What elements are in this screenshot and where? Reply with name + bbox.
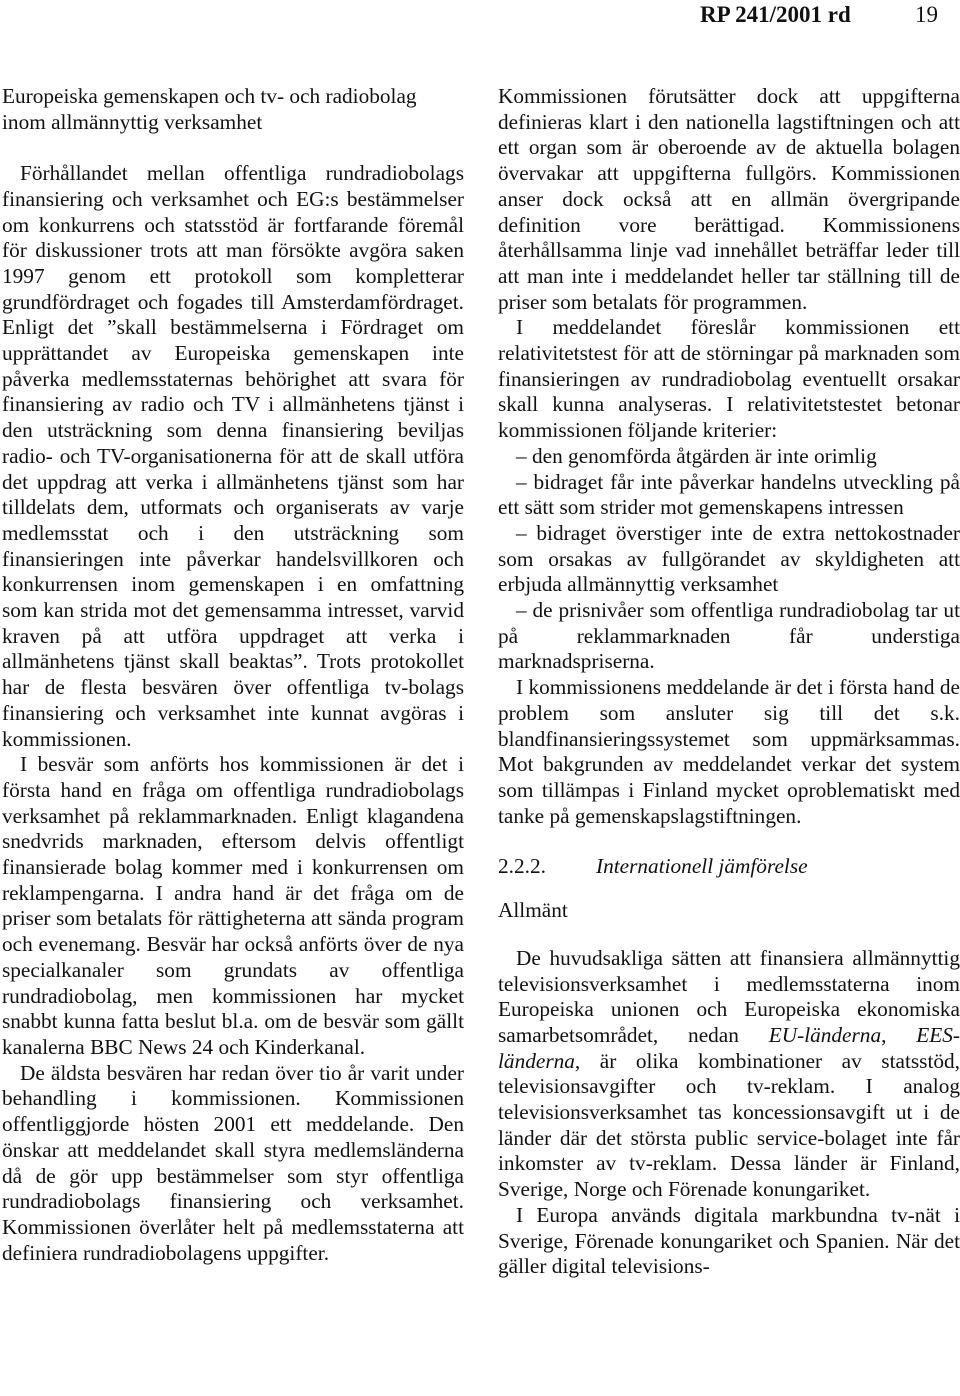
paragraph: I meddelandet föreslår kommissionen ett relativitetstest för att de störningar på marknaden som finansieringen av rundradiobolag eventuellt orsakar skall kunna analyseras. I relativitetstestet betonar kommissionen följande kriterier: (498, 315, 960, 443)
list-item: – de prisnivåer som offentliga rundradiobolag tar ut på reklammarknaden får understiga marknadspriserna. (498, 598, 960, 674)
paragraph-text: , är olika kombinationer av statsstöd, televisionsavgifter och tv-reklam. I analog televisionsverksamhet tas koncessionsavgift ut i de länder där det största public service-bolaget inte får inkomster av tv-reklam. Dessa länder är Finland, Sverige, Norge och Förenade konungariket. (498, 1048, 960, 1202)
article-title: Europeiska gemenskapen och tv- och radiobolag inom allmännyttig verksamhet (2, 84, 417, 134)
paragraph: De äldsta besvären har redan över tio år varit under behandling i kommissionen. Kommissionen offentliggjorde hösten 2001 ett meddelande. Den önskar att meddelandet skall styra medlemsländerna då de gör upp bestämmelser som styr offentliga rundradiobolags finansiering och verksamhet. Kommissionen överlåter helt på medlemsstaterna att definiera rundradiobolagens uppgifter. (2, 1060, 464, 1265)
paragraph: I Europa används digitala markbundna tv-nät i Sverige, Förenade konungariket och Spanien. När det gäller digital televisions- (498, 1202, 960, 1279)
list-item: – den genomförda åtgärden är inte orimlig (516, 443, 877, 468)
page-number: 19 (915, 2, 938, 27)
section-number: 2.2.2. (498, 854, 546, 879)
paragraph: I besvär som anförts hos kommissionen är det i första hand en fråga om offentliga rundradiobolags verksamhet på reklammarknaden. Enligt klagandena snedvrids marknaden, eftersom delvis offentligt finansierade bolag kommer med i konkurrensen om reklampengarna. I andra hand är det fråga om de priser som betalats för rättigheterna att sända program och evenemang. Besvär har också anförts över de nya specialkanaler som grundats av offentliga rundradiobolag, men kommissionen har mycket snabbt kunna fatta beslut bl.a. om de besvär som gällt kanalerna BBC News 24 och Kinderkanal. (2, 752, 464, 1059)
right-column (498, 84, 960, 1280)
subheading: Allmänt (498, 898, 568, 923)
page-header (0, 2, 960, 32)
list-item: – bidraget får inte påverkar handelns utveckling på ett sätt som strider mot gemenskapens intressen (498, 469, 960, 520)
paragraph-text: De huvudsakliga sätten att finansiera allmännyttig televisionsverksamhet i medlemsstaterna inom Europeiska unionen och Europeiska ekonomiska samarbetsområdet, nedan (498, 945, 960, 1047)
emphasis-term: EES-länderna (498, 1022, 960, 1073)
section-title: Internationell jämförelse (596, 854, 808, 879)
paragraph: Förhållandet mellan offentliga rundradiobolags finansiering och verksamhet och EG:s bestämmelser om konkurrens och statsstöd är fortfarande föremål för diskussioner trots att man försökte avgöra saken 1997 genom ett protokoll som kompletterar grundfördraget och fogades till Amsterdamfördraget. Enligt det ”skall bestämmelserna i Fördraget om upprättandet av Europeiska gemenskapen inte påverka medlemsstaternas behörighet att svara för finansiering av radio och TV i allmänhetens tjänst i den utsträckning som denna finansiering beviljas radio- och TV-organisationerna för att de skall utföra det uppdrag att verka i allmänhetens tjänst som har tilldelats dem, utformats och organiserats av varje medlemsstat och i den utsträckning som finansieringen inte påverkar handelsvillkoren och konkurrensen inom gemenskapen i en omfattning som kan strida mot det gemensamma intresset, varvid kraven på att utföra uppdraget att verka i allmänhetens tjänst skall beaktas”. Trots protokollet har de flesta besvären över offentliga tv-bolags finansiering och verksamhet inte kunnat avgöras i kommissionen. (2, 161, 464, 751)
emphasis-term: EU-länderna (768, 1022, 882, 1047)
paragraph: I kommissionens meddelande är det i första hand de problem som ansluter sig till det s.k. blandfinansieringssystemet som uppmärksammas. Mot bakgrunden av meddelandet verkar det system som tillämpas i Finland mycket oproblematiskt med tanke på gemenskapslagstiftningen. (498, 675, 960, 828)
paragraph: Kommissionen förutsätter dock att uppgifterna definieras klart i den nationella lagstiftningen och att ett organ som är oberoende av de aktuella bolagen övervakar att uppgifterna fullgörs. Kommissionen anser dock också att en allmän övergripande definition vore berättigad. Kommissionens återhållsamma linje vad innehållet beträffar leder till att man inte i meddelandet heller tar ställning till de priser som betalats för programmen. (498, 84, 960, 314)
section-heading (498, 854, 960, 880)
separator-text: , (881, 1022, 917, 1047)
list-item: – bidraget överstiger inte de extra nettokostnader som orsakas av fullgörandet av skyldigheten att erbjuda allmännyttig verksamhet (498, 520, 960, 597)
paragraph (498, 946, 960, 1203)
document-id: RP 241/2001 rd (700, 2, 851, 27)
left-column (2, 84, 464, 1266)
